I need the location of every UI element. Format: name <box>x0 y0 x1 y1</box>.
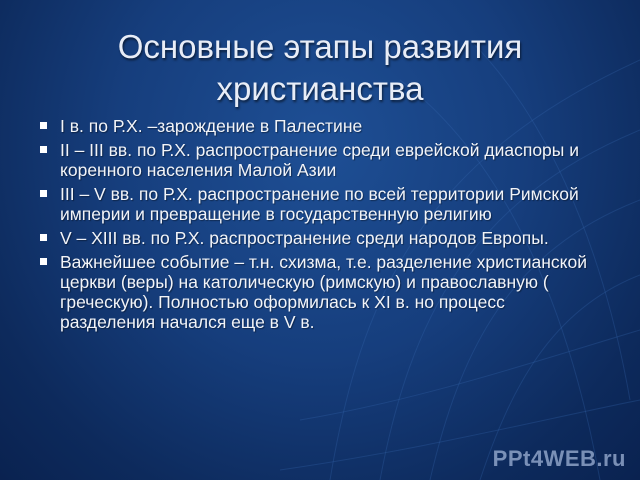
title-line-2: христианства <box>216 70 424 107</box>
bullet-text: I в. по Р.Х. –зарождение в Палестине <box>60 116 363 136</box>
bullet-text: II – III вв. по Р.Х. распространение среди еврейской диаспоры и коренного населения Малой Азии <box>60 140 580 180</box>
square-bullet-icon <box>40 234 47 241</box>
slide-title <box>20 26 620 110</box>
bullet-item <box>38 228 598 248</box>
title-line-1: Основные этапы развития <box>117 28 523 65</box>
square-bullet-icon <box>40 146 47 153</box>
bullet-list <box>38 116 598 336</box>
bullet-text: Важнейшее событие – т.н. схизма, т.е. разделение христианской церкви (веры) на католическую (римскую) и православную ( греческую). Полностью оформилась к XI в. но процесс разделения начался еще в V в. <box>60 252 587 332</box>
bullet-item <box>38 116 598 136</box>
site-watermark: PPt4WEB.ru <box>492 446 626 471</box>
square-bullet-icon <box>40 190 47 197</box>
bullet-item <box>38 184 598 224</box>
bullet-text: III – V вв. по Р.Х. распространение по всей территории Римской империи и превращение в государственную религию <box>60 184 579 224</box>
bullet-item <box>38 252 598 332</box>
square-bullet-icon <box>40 122 47 129</box>
bullet-item <box>38 140 598 180</box>
square-bullet-icon <box>40 258 47 265</box>
bullet-text: V – XIII вв. по Р.Х. распространение среди народов Европы. <box>60 228 549 248</box>
